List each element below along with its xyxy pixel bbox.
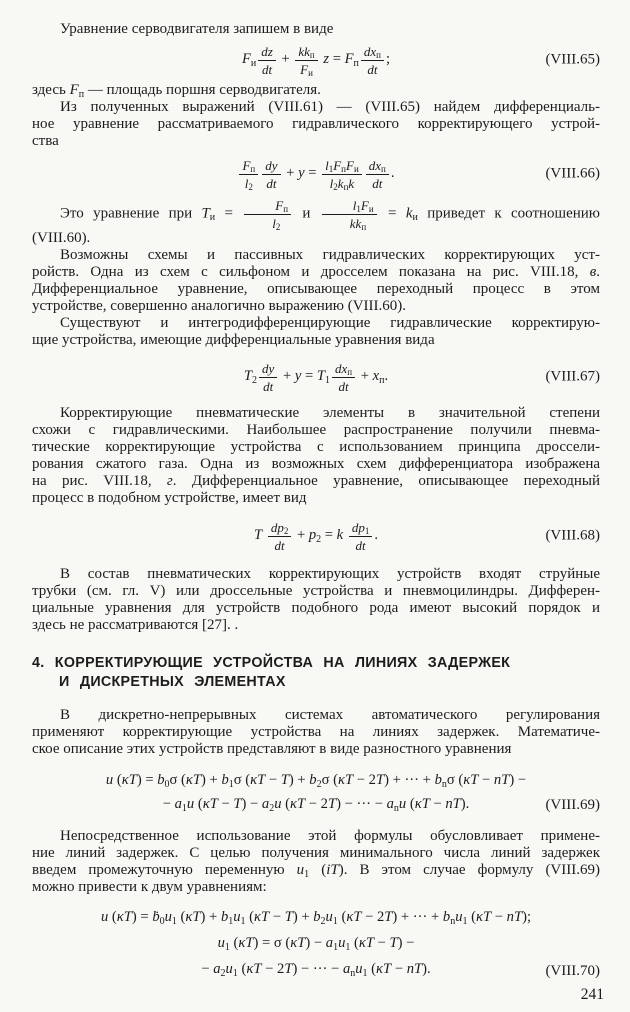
equation-viii-65 — [32, 44, 600, 76]
paragraph-discrete-systems: В дискретно-непрерывных системах автоматического регулирования применяют корректирующие устройства на линиях задержек. Математиче- ское описание этих устройств представляют в виде разностного уравнения — [32, 707, 600, 757]
equation-label-viii-68: (VIII.68) — [545, 527, 600, 544]
paragraph-passive-schemes: Возможны схемы и пассивных гидравлических корректирующих уст- ройств. Одна из схем с сильфоном и дросселем показана на рис. VIII.18, в. Дифференциальное уравнение, описывающее переходный процесс в этом устройстве, совершенно аналогично выражению (VIII.60). — [32, 247, 600, 314]
formula-viii-70-line1: u $(\kappa T) = ḃ_0u_1$ $(\kappa T) + b_1u_1$ $(\kappa T - T) + b_2u_1$ (κT − 2T) + ··· + $b_nu_1$ (κT − nT); — [100, 909, 532, 927]
section-heading-line1: 4. КОРРЕКТИРУЮЩИЕ УСТРОЙСТВА НА ЛИНИЯХ ЗАДЕРЖЕК — [32, 655, 511, 671]
paragraph-pneumatic-elements: Корректирующие пневматические элементы в значительной степени схожи с гидравлическими. Наибольшее распространение получили пневма- тические корректирующие устройства с использованием принципа дроссели- рования сжатого газа. Одна из возможных схем дифференциатора изображена на рис. VIII.18, г. Дифференциальное уравнение, описывающее переходный процесс в подобном устройстве, имеет вид — [32, 405, 600, 506]
formula-viii-66: $F_п$ $l_2$ $\frac{dy}{dt}$ + y = $l_1F_пF_и$ $l_2k_пk$ $dx_п$ dt . — [237, 165, 394, 181]
equation-viii-67 — [32, 361, 600, 393]
formula-viii-65: $F_и$ $\frac{dz}{dt}$ + $kk_п$ $F_и$ $z = F_п$ $dx_п$ dt ; — [241, 44, 391, 78]
paragraph-servo-intro: Уравнение серводвигателя запишем в виде — [60, 21, 334, 37]
equation-viii-70 — [32, 904, 600, 982]
equation-label-viii-66: (VIII.66) — [545, 165, 600, 182]
equation-viii-66 — [32, 158, 600, 190]
equation-label-viii-65: (VIII.65) — [545, 51, 600, 68]
page-number: 241 — [580, 986, 604, 1003]
equation-label-viii-69: (VIII.69) — [545, 797, 600, 813]
section-heading — [32, 654, 600, 692]
section-heading-line2: И ДИСКРЕТНЫХ ЭЛЕМЕНТАХ — [59, 674, 286, 690]
paragraph-derive-equation: Из полученных выражений (VIII.61) — (VIII.65) найдем дифференциаль- ное уравнение рассматриваемого гидравлического корректирующего устрой- ства — [32, 99, 600, 149]
equation-label-viii-70: (VIII.70) — [545, 963, 600, 979]
equation-viii-68 — [32, 520, 600, 552]
formula-viii-70-line3: − $a_2u_1$ (κT − 2T) − ··· − $a_nu_1$ (κT − nT). — [201, 961, 431, 979]
equation-viii-69 — [32, 768, 600, 816]
formula-viii-69-line2: − $a_1u$ $(\kappa T - T) - a_2u$ (κT − 2T) − ··· − $a_nu$ (κT − nT). — [162, 796, 470, 814]
paragraph-jet-tubes: В состав пневматических корректирующих устройств входят струйные трубки (см. гл. V) или дроссельные устройства и пневмоцилиндры. Дифферен- циальные уравнения для устройств подобного рода имеют высокий порядок и здесь не рассматриваются [27]. . — [32, 566, 600, 633]
formula-viii-69-line1: u $(\kappa T) = b_0\sigma$ $(\kappa T) + b_1\sigma$ $(\kappa T - T) + b_2\sigma$ (κT − 2T) + ··· + $b_n\sigma$ (κT − nT) − — [105, 772, 527, 790]
paragraph-integro-differentiating: Существуют и интегродифференцирующие гидравлические корректирую- щие устройства, имеющие дифференциальные уравнения вида — [32, 315, 600, 348]
formula-viii-68: T $\frac{dp_2}{dt}$ + $p_2 = k$ $\frac{dp_1}{dt}$ . — [254, 520, 378, 553]
formula-viii-70-line2: $u_1$ (κT) = σ $(\kappa T) - a_1u_1$ (κT − T) − — [217, 935, 415, 953]
formula-viii-67: $T_2$ $\frac{dy}{dt}$ + $y = T_1$ $dx_п$ dt + $x_п$. — [243, 361, 389, 394]
equation-label-viii-67: (VIII.67) — [545, 368, 600, 385]
paragraph-this-equation: Это уравнение при $T_и$ = $F_п$ $l_2$ и $l_1F_и$ $kk_п$ = $k_и$ приведет к соотношению (VIII.60). — [32, 198, 601, 246]
paragraph-delay-lines: Непосредственное использование этой формулы обусловливает примене- ние линий задержек. С целью получения минимального числа линий задержек введем промежуточную переменную $u_1$ (iT). В этом случае формулу (VIII.69) можно привести к двум уравнениям: — [32, 828, 600, 895]
paragraph-piston-area: здесь $F_п$ — площадь поршня серводвигателя. — [32, 82, 321, 100]
